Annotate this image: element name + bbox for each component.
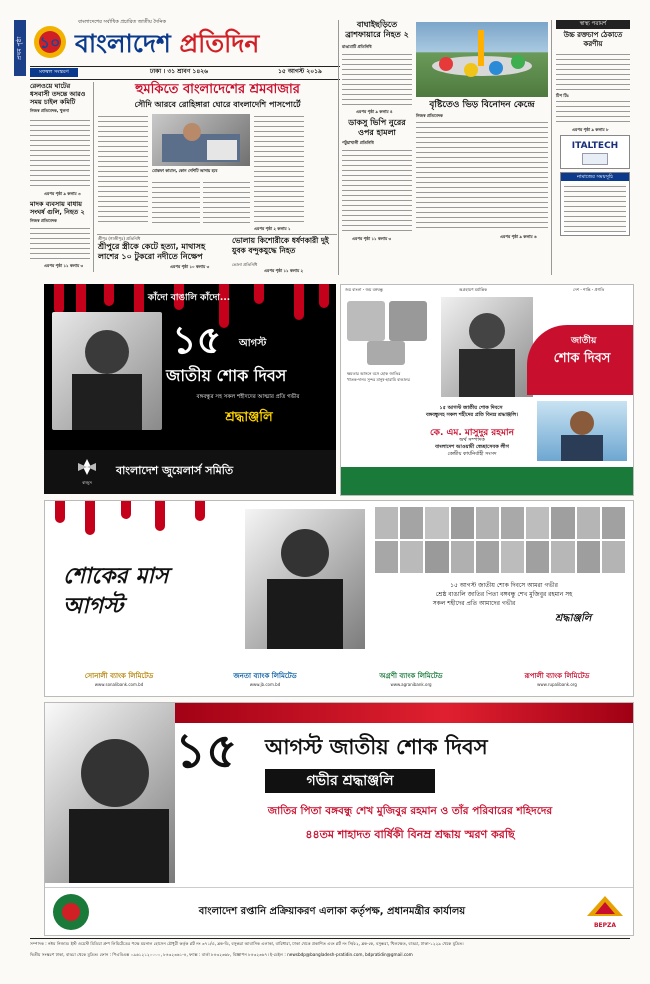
health-tip: টিপ টিঃ <box>556 93 569 98</box>
masud-bangabandhu-portrait <box>441 297 533 397</box>
svg-text:১০: ১০ <box>39 33 61 52</box>
jewellers-date: ১৫ <box>172 317 222 362</box>
masud-month: আগস্ট <box>569 310 591 319</box>
bank-sonali-url: www.sonalibank.com.bd <box>94 681 144 687</box>
jewellers-footer <box>44 450 336 494</box>
bhola-byline: ভোলা প্রতিনিধি <box>232 262 258 267</box>
masud-org: বাংলাদেশ আওয়ামী স্বেচ্ছাসেবক লীগ <box>435 444 509 450</box>
italtech-logo: ITALTECH <box>571 141 619 151</box>
edition-badge <box>30 68 78 77</box>
rain-byline: নিজস্ব প্রতিবেদক <box>416 113 443 118</box>
epz-line2: ৪৪তম শাহাদত বার্ষিকী বিনম্র শ্রদ্ধায় স্মরণ করছি <box>305 828 515 841</box>
masud-name: কে. এম. মাসুদুর রহমান <box>430 428 514 438</box>
masud-top-left: জয় বাংলা - জয় বঙ্গবন্ধু <box>345 287 383 292</box>
epz-line1: জাতির পিতা বঙ্গবন্ধু শেখ মুজিবুর রহমান ও তাঁর পরিবারের শহিদদের <box>267 805 553 817</box>
masthead-rule <box>30 66 340 67</box>
masthead-tagline: বাংলাদেশের সর্বাধিক প্রচারিত জাতীয় দৈনিক <box>78 19 166 25</box>
left-story-1 <box>30 82 90 113</box>
masud-top-right: দেশ - শান্তি - প্রগতি <box>573 287 605 292</box>
imprint-line2: দ্বিতীয় সংস্করণ ঢাকা, বাড্ডা থেকে মুদ্রিত। ফোন : পিএবিএক্স ০৯৬১২১২০০০০, ৮৪৩২৩৬১-৪, ফ্যাক্স : বার্তা ৮৪৩২৩৬৮, বিজ্ঞাপন ৮৪৩২৩৬৭। ই-মেইল : newsbdp@bangladesh-pratidin.com, bdpratidin@gmail.com <box>30 952 413 957</box>
masthead-name-2: প্রতিদিন <box>179 29 260 58</box>
masthead-title <box>75 25 335 63</box>
gov-emblem-icon <box>53 894 89 930</box>
bank-janata-url: www.jb.com.bd <box>249 681 281 687</box>
ad-banks <box>44 500 634 662</box>
gregorian-date: ১৫ আগস্ট ২০১৯ <box>278 68 322 75</box>
left-story-2-byline: নিজস্ব প্রতিবেদক <box>30 218 57 223</box>
jewellers-cry: কাঁদো বাঙালি কাঁদো... <box>147 293 231 303</box>
left-story-1-body <box>30 118 90 190</box>
epz-org: বাংলাদেশ রপ্তানি প্রক্রিয়াকরণ এলাকা কর্তৃপক্ষ, প্রধানমন্ত্রীর কার্যালয় <box>198 906 466 917</box>
bank-janata-name: জনতা ব্যাংক লিমিটেড <box>233 671 297 680</box>
banks-sraddha: শ্রদ্ধাঞ্জলি <box>555 613 592 624</box>
bepza-logo-icon <box>583 894 627 930</box>
masud-caption2: বঙ্গবন্ধুসহ সকল শহীদের প্রতি বিনম্র শ্রদ্ধাঞ্জলি। <box>425 412 519 418</box>
left-story-2-more: এরপর পৃষ্ঠা ১১ কলাম ৩ <box>44 263 84 268</box>
lead-bottom-rule <box>97 234 337 235</box>
bagha-byline: রাঙামাটি প্রতিনিধি <box>342 44 372 49</box>
bagha-title: বাঘাইছড়িতে ব্রাশফায়ারে নিহত ২ <box>345 20 409 39</box>
health-more: এরপর পৃষ্ঠা ৯ কলাম ৮ <box>572 127 609 132</box>
banks-bangabandhu-photo <box>245 509 365 649</box>
banks-month-title: শোকের মাস আগস্ট <box>63 563 169 619</box>
masud-top-mid: অগ্রহায়ণ মর্মান্তিক <box>459 287 488 292</box>
masud-role: অর্থ সম্পাদক <box>459 437 485 443</box>
sherpur-title: শ্রীপুরে স্ত্রীকে কেটে হত্যা, মাথাসহ লাশের ১০ টুকরো নদীতে নিক্ষেপ <box>98 242 206 261</box>
epz-subtitle-bar <box>265 769 435 793</box>
left-story-2 <box>30 200 90 223</box>
masud-caption1: ১৫ আগস্ট জাতীয় শোক দিবসে <box>439 405 503 411</box>
bagha-more: এরপর পৃষ্ঠা ৯ কলাম ৪ <box>356 109 393 114</box>
rain-body <box>416 120 548 232</box>
side-label-text: প্রথম পৃষ্ঠা <box>16 36 23 60</box>
middle-left-divider <box>338 20 339 275</box>
dhaka-byline: পটুয়াখালী প্রতিনিধি <box>342 140 374 145</box>
left-col-divider <box>93 82 94 272</box>
banks-msg1: ১৫ আগস্ট জাতীয় শোক দিবসে আমরা গভীর <box>450 582 558 589</box>
dhaka-body <box>342 148 412 234</box>
health-section <box>556 20 630 29</box>
masthead-rule-2 <box>30 79 340 80</box>
jewellers-portrait <box>52 312 162 430</box>
masud-leader-photos <box>347 297 429 365</box>
bajus-logo-text: বাজুস <box>82 480 92 485</box>
ad-jewellers <box>44 284 336 494</box>
bank-agrani-name: অগ্রণী ব্যাংক লিমিটেড <box>379 671 443 680</box>
jewellers-org: বাংলাদেশ জুয়েলার্স সমিতি <box>116 464 234 477</box>
epz-red-top <box>165 703 633 723</box>
lead-headline: হুমকিতে বাংলাদেশের শ্রমবাজার <box>135 82 300 97</box>
italtech-ad <box>560 135 630 169</box>
bepza-logo-text: BEPZA <box>593 922 617 929</box>
bank-agrani <box>341 663 481 693</box>
jewellers-title: জাতীয় শোক দিবস <box>166 366 287 385</box>
masud-title: শোক দিবস <box>553 351 611 366</box>
epz-portrait <box>45 703 175 883</box>
bank-rupali-name: রূপালী ব্যাংক লিমিটেড <box>524 671 590 680</box>
namaz-title: নামাজের সময়সূচি <box>561 173 629 181</box>
banks-msg2: শ্রেষ্ঠ বাঙালি জাতির পিতা বঙ্গবন্ধু শেখ মুজিবুর রহমান সহ <box>435 591 573 598</box>
masud-bottom-band <box>341 467 633 495</box>
bank-rupali <box>487 663 627 693</box>
bank-agrani-url: www.agranibank.org <box>390 681 432 687</box>
namaz-table <box>564 184 626 232</box>
masud-jatiyo: জাতীয় <box>571 336 597 346</box>
masud-line1: ক্ষমতার আসনে বসে হোক জাতির <box>347 371 401 376</box>
epz-date: ১৫ <box>175 723 238 779</box>
masud-org2: কেন্দ্রীয় কার্যনির্বাহী সংসদ <box>447 451 497 457</box>
dhaka-title: ডাকসু ভিপি নুরের ওপর হামলা <box>348 118 406 137</box>
left-story-1-byline: নিজস্ব প্রতিবেদক, খুলনা <box>30 108 69 113</box>
ad-epz <box>44 702 634 936</box>
left-story-2-body <box>30 226 90 262</box>
bhola-title: ভোলায় কিশোরীকে ধর্ষণকারী দুই যুবক বন্দুকযুদ্ধে নিহত <box>232 236 329 255</box>
health-divider <box>551 20 552 275</box>
bank-logos-bar <box>44 660 634 697</box>
lead-body-col1 <box>98 114 148 224</box>
imprint-rule <box>30 938 630 939</box>
epz-title: আগস্ট জাতীয় শোক দিবস <box>265 735 488 759</box>
jewellers-month: আগস্ট <box>239 338 267 349</box>
dhaka-more: এরপর পৃষ্ঠা ১১ কলাম ৩ <box>352 236 392 241</box>
health-body <box>556 52 630 92</box>
bagha-body <box>342 52 412 108</box>
health-tip-body <box>556 99 630 125</box>
masthead-logo-icon <box>32 22 68 62</box>
masud-date: ১৫ <box>541 305 567 329</box>
banks-martyrs-grid <box>375 507 625 573</box>
bank-rupali-url: www.rupalibank.org <box>537 681 577 687</box>
city-date: ঢাকা । ৩১ শ্রাবণ ১৪২৬ <box>150 68 209 75</box>
rain-more: এরপর পৃষ্ঠা ৯ কলাম ৬ <box>500 234 537 239</box>
lead-more: এরপর পৃষ্ঠা ২ কলাম ১ <box>254 226 291 231</box>
left-story-1-title: রেলওয়ে ঘাটের ধসবাসী তদন্তে আরও সময় চাইল কমিটি <box>30 82 86 106</box>
lead-subhead: সৌদি আরবে রোহিঙ্গারা ঘোরে বাংলাদেশি পাসপোর্টে <box>134 100 301 109</box>
ad-masud <box>340 284 634 496</box>
jewellers-sraddhanjali: শ্রদ্ধাঞ্জলি <box>225 410 273 425</box>
imprint-line1: সম্পাদক : নঈম নিজাম। ইস্ট ওয়েস্ট মিডিয়া গ্রুপ লিমিটেডের পক্ষে ময়নাল হোসেন চৌধুরী কর্তৃক প্লট নং ৩৭১/এ, ব্লক-ডি, বসুন্ধরা আবাসিক এলাকা, বারিধারা, ঢাকা থেকে প্রকাশিত এবং প্লট নং সি/৫২, ব্লক-কে, বসুন্ধরা, খিলক্ষেত, বাড্ডা, ঢাকা-১২২৯ থেকে মুদ্রিত। <box>30 941 464 946</box>
namaz-box <box>560 172 630 236</box>
lead-body-col2 <box>152 180 200 224</box>
health-title: উচ্চ রক্তচাপ ঠেকাতে করণীয় <box>563 31 623 48</box>
bhola-more: এরপর পৃষ্ঠা ১১ কলাম ২ <box>264 268 304 273</box>
masthead-name-1: বাংলাদেশ <box>75 29 171 58</box>
epz-subtitle: গভীর শ্রদ্ধাঞ্জলি <box>306 773 394 789</box>
masud-line2: খাতক-দানব সুন্দর মানুষ-হারামি বাঙালর <box>347 377 410 382</box>
sherpur-more: এরপর পৃষ্ঠা ১০ কলাম ৩ <box>170 264 210 269</box>
lead-photo <box>152 114 250 166</box>
bajus-logo-icon <box>74 458 100 484</box>
left-story-2-title: মাদক ব্যবসায় বাধায় সংঘর্ষ গুলি, নিহত ২ <box>30 200 85 216</box>
bank-sonali <box>49 663 189 693</box>
amusement-park-photo <box>416 22 548 97</box>
epz-footer <box>45 887 633 936</box>
italtech-product-icon <box>582 153 608 165</box>
edition-badge-text: মফস্বল সংস্করণ <box>39 69 69 75</box>
lead-body-col4 <box>254 114 304 224</box>
sherpur-byline: শ্রীপুর (গাজীপুর) প্রতিনিধি <box>98 236 141 241</box>
lead-body-col3 <box>203 180 250 224</box>
left-story-1-more: এরপর পৃষ্ঠা ৯ কলাম ৩ <box>44 191 81 196</box>
bank-janata <box>195 663 335 693</box>
lead-photo-caption: মোস্তফা কামাল, কোন দেশিটি আদায় হবে <box>152 168 218 173</box>
side-label <box>14 20 26 76</box>
health-section-label: স্বাস্থ্য পরামর্শ <box>579 21 607 27</box>
bank-sonali-name: সোনালী ব্যাংক লিমিটেড <box>84 671 154 680</box>
rain-title: বৃষ্টিতেও ভিড় বিনোদন কেন্দ্রে <box>429 100 535 110</box>
banks-msg3: সকল শহীদের প্রতি আমাদের গভীর <box>432 600 516 607</box>
jewellers-tribute: বঙ্গবন্ধুর সহ সকল শহীদদের আত্মার প্রতি গভীর <box>196 394 300 400</box>
